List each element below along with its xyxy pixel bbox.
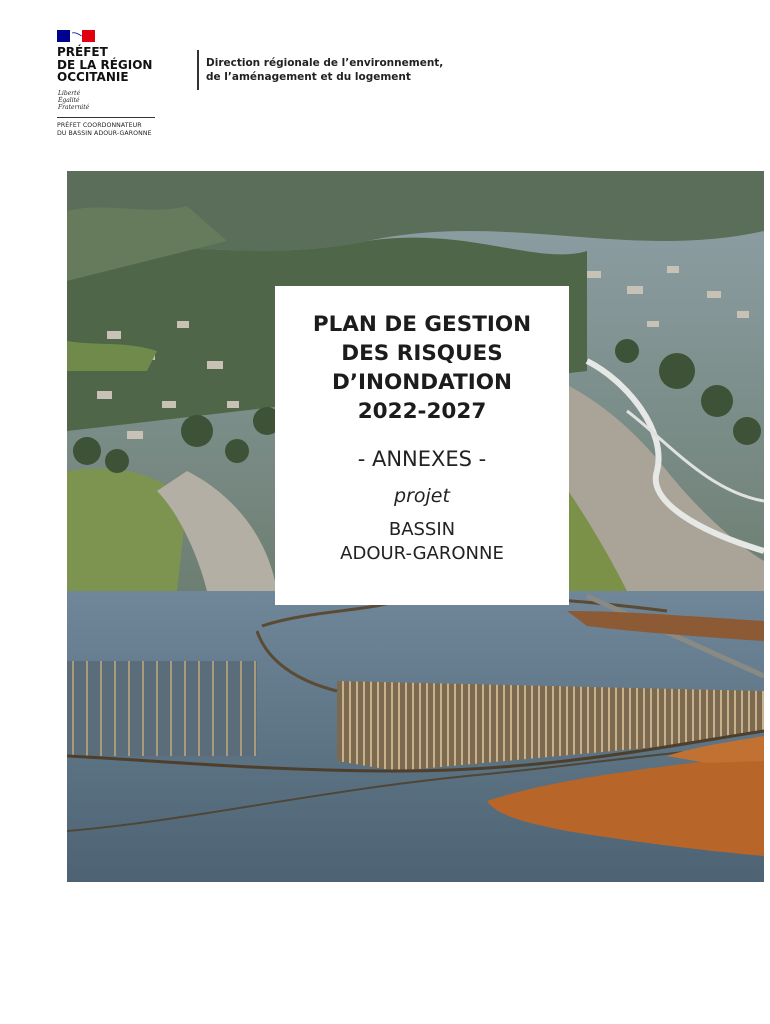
devise-line: Égalité bbox=[58, 97, 80, 104]
devise-republique bbox=[58, 90, 128, 111]
flooded-plain-poplars-icon bbox=[67, 591, 764, 882]
header-vertical-divider bbox=[197, 50, 199, 90]
coordonnateur-line: PRÉFET COORDONNATEUR bbox=[57, 122, 142, 129]
title-years: 2022-2027 bbox=[357, 399, 487, 424]
coordonnateur-line: DU BASSIN ADOUR-GARONNE bbox=[57, 129, 152, 137]
dreal-label bbox=[206, 56, 476, 84]
devise-line: Fraternité bbox=[58, 104, 90, 111]
prefet-line: PRÉFET bbox=[57, 45, 108, 59]
document-title bbox=[275, 310, 569, 426]
bassin-label bbox=[275, 518, 569, 566]
direction-line: de l’aménagement et du logement bbox=[206, 71, 411, 83]
status-label: projet bbox=[394, 485, 450, 507]
prefet-line: OCCITANIE bbox=[57, 70, 129, 84]
bassin-line: BASSIN bbox=[388, 519, 456, 540]
title-line: PLAN DE GESTION bbox=[312, 312, 532, 337]
prefet-coordonnateur-label bbox=[57, 122, 167, 137]
marianne-logo-icon bbox=[57, 30, 95, 42]
devise-line: Liberté bbox=[58, 90, 81, 97]
title-line: D’INONDATION bbox=[331, 370, 513, 395]
prefet-line: DE LA RÉGION bbox=[57, 57, 153, 72]
title-card bbox=[275, 286, 569, 605]
direction-line: Direction régionale de l’environnement, bbox=[206, 57, 444, 69]
prefet-region-label bbox=[57, 46, 177, 84]
bassin-line: ADOUR-GARONNE bbox=[340, 543, 504, 564]
logo-divider bbox=[57, 117, 155, 118]
title-line: DES RISQUES bbox=[341, 341, 503, 366]
annexes-label: - ANNEXES - bbox=[357, 447, 487, 471]
